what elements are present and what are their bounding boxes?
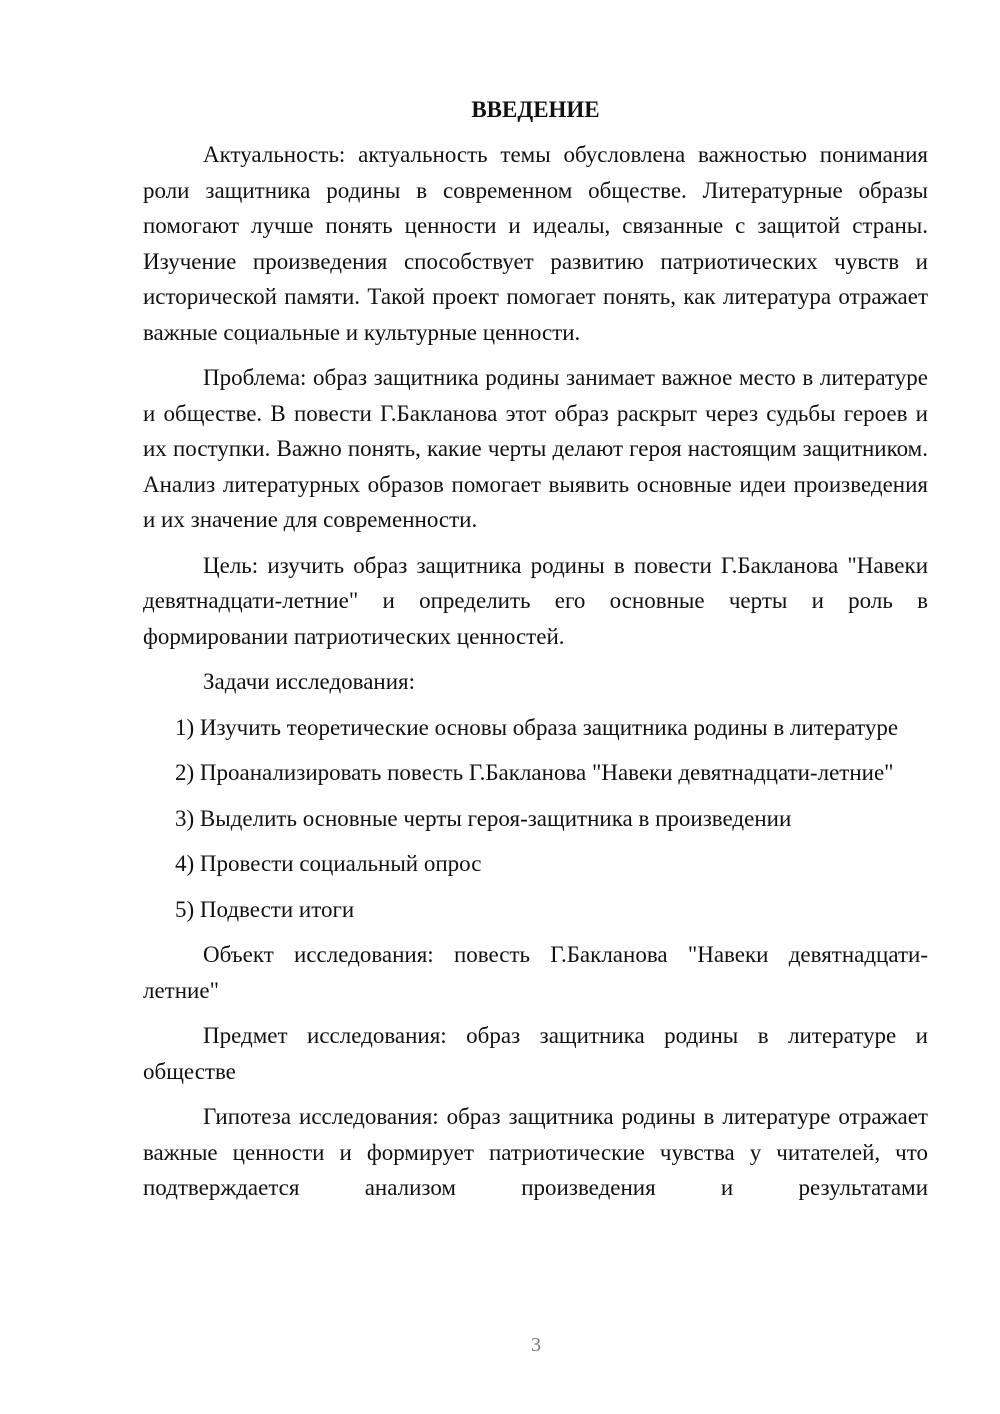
page-content (143, 92, 928, 1206)
paragraph-hypothesis: Гипотеза исследования: образ защитника родины в литературе отражает важные ценности и формирует патриотические чувства у читателей, что подтверждается анализом произведения и результатами (143, 1104, 928, 1200)
paragraph-tasks-heading: Задачи исследования: (203, 669, 416, 694)
paragraph-subject: Предмет исследования: образ защитника родины в литературе и обществе (143, 1023, 928, 1084)
task-item-5: 5) Подвести итоги (175, 896, 355, 922)
section-title: ВВЕДЕНИЕ (471, 97, 600, 122)
task-item-4: 4) Провести социальный опрос (175, 851, 482, 876)
task-item-1: 1) Изучить теоретические основы образа защитника родины в литературе (175, 714, 899, 740)
paragraph-problem: Проблема: образ защитника родины занимает важное место в литературе и обществе. В повести Г.Бакланова этот образ раскрыт через судьбы героев и их поступки. Важно понять, какие черты делают героя настоящим защитником. Анализ литературных образов помогает выявить основные идеи произведения и их значение для современности. (143, 365, 928, 532)
task-item-2: 2) Проанализировать повесть Г.Бакланова "Навеки девятнадцати-летние" (175, 760, 894, 785)
paragraph-relevance: Актуальность: актуальность темы обусловлена важностью понимания роли защитника родины в современном обществе. Литературные образы помогают лучше понять ценности и идеалы, связанные с защитой страны. Изучение произведения способствует развитию патриотических чувств и исторической памяти. Такой проект помогает понять, как литература отражает важные социальные и культурные ценности. (143, 142, 928, 345)
task-item-3: 3) Выделить основные черты героя-защитника в произведении (175, 805, 792, 831)
paragraph-object: Объект исследования: повесть Г.Бакланова "Навеки девятнадцати-летние" (143, 942, 928, 1003)
paragraph-goal: Цель: изучить образ защитника родины в повести Г.Бакланова "Навеки девятнадцати-летние" и определить его основные черты и роль в формировании патриотических ценностей. (143, 552, 928, 649)
page-number: 3 (531, 1334, 541, 1356)
